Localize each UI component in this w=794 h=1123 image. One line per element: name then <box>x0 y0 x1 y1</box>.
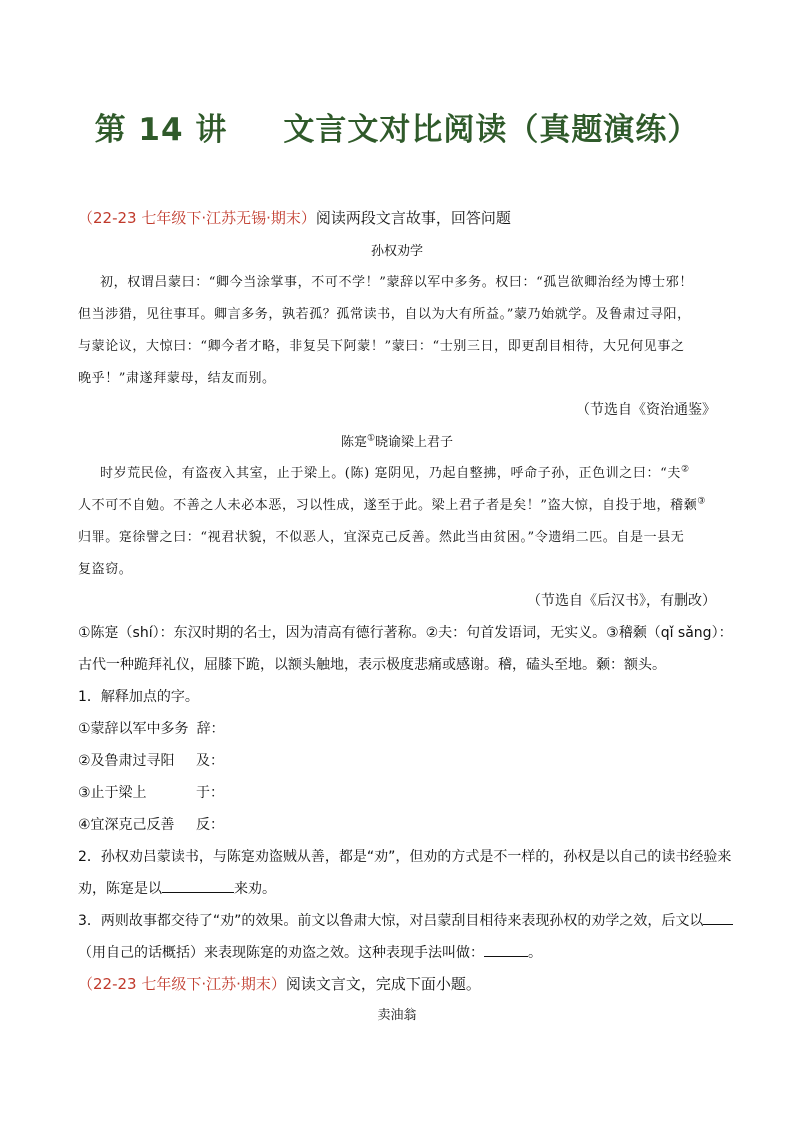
page-title <box>0 104 794 149</box>
text2-title <box>0 431 794 450</box>
question-3-text: （用自己的话概括）来表现陈寔的劝盗之效。这种表现手法叫做： <box>78 945 484 961</box>
question-2-text-end: 来劝。 <box>234 881 276 897</box>
section2-header <box>78 973 481 994</box>
section1-instruction: 阅读两段文言故事，回答问题 <box>315 209 511 227</box>
text2-title-rest: 晓谕梁上君子 <box>375 435 454 450</box>
text1-line: 初，权谓吕蒙曰：“卿今当涂掌事，不可不学！”蒙辞以军中多务。权曰：“孤岂欲卿治经为博士邪！ <box>100 275 693 290</box>
question-1-item <box>78 814 224 834</box>
text1-title: 孙权劝学 <box>370 244 423 259</box>
question-3-line <box>78 942 542 962</box>
question-1-phrase: ①蒙辞以军中多务 <box>78 721 189 737</box>
footnote-marker: ② <box>680 464 690 475</box>
text1-line: 晚乎！”肃遂拜蒙母，结友而别。 <box>78 371 276 386</box>
text2-line-text: 时岁荒民俭，有盗夜入其室，止于梁上。(陈) 寔阴见，乃起自整拂，呼命子孙，正色训之曰：“夫 <box>100 466 681 481</box>
question-3-line <box>78 910 733 930</box>
text2-line-text: 人不可不自勉。不善之人未必本恶，习以性成，遂至于此。梁上君子者是矣！”盗大惊，自投于地，稽颡 <box>78 498 698 513</box>
title-topic: 文言文对比阅读（真题演练） <box>283 112 700 148</box>
notes-line: 古代一种跪拜礼仪，屈膝下跪，以额头触地，表示极度悲痛或感谢。稽，磕头至地。颡：额头。 <box>78 657 666 673</box>
question-3-text-end: 。 <box>528 945 542 961</box>
answer-blank[interactable] <box>484 942 528 957</box>
title-lecture-number: 第 14 讲 <box>94 112 228 148</box>
question-1-word: 反： <box>196 817 224 833</box>
question-1-phrase: ②及鲁肃过寻阳 <box>78 753 175 769</box>
footnote-marker: ① <box>366 433 376 444</box>
section2-instruction: 阅读文言文，完成下面小题。 <box>285 975 481 993</box>
footnote-marker: ③ <box>697 496 706 507</box>
text3-title: 卖油翁 <box>377 1008 417 1023</box>
question-1-title: 1．解释加点的字。 <box>78 689 199 705</box>
question-2-line: 2．孙权劝吕蒙读书，与陈寔劝盗贼从善，都是“劝”，但劝的方式是不一样的，孙权是以自己的读书经验来 <box>78 849 732 865</box>
section2-source-tag: （22-23 七年级下·江苏·期末） <box>78 975 286 993</box>
question-1-item <box>78 718 225 738</box>
section1-header <box>78 207 511 228</box>
text1-line: 但当涉猎，见往事耳。卿言多务，孰若孤？孤常读书，自以为大有所益。”蒙乃始就学。及鲁肃过寻阳， <box>78 307 691 322</box>
question-1-word: 于： <box>196 785 224 801</box>
answer-blank[interactable] <box>703 910 733 925</box>
text1-source: （节选自《资治通鉴》 <box>576 402 716 418</box>
question-1-item <box>78 782 224 802</box>
text2-line <box>100 462 690 481</box>
question-2-line <box>78 878 276 898</box>
answer-blank[interactable] <box>162 878 234 893</box>
text2-line: 归罪。寔徐譬之曰：“视君状貌，不似恶人，宜深克己反善。然此当由贫困。”令遗绢二匹。自是一县无 <box>78 530 685 545</box>
question-1-phrase: ③止于梁上 <box>78 785 147 801</box>
question-2-text: 劝，陈寔是以 <box>78 881 162 897</box>
text2-title-name: 陈寔 <box>340 435 367 450</box>
notes-line: ①陈寔（shí）：东汉时期的名士，因为清高有德行著称。②夫：句首发语词，无实义。③稽颡（qǐ sǎng）： <box>78 625 733 641</box>
section1-source-tag: （22-23 七年级下·江苏无锡·期末） <box>78 209 316 227</box>
question-1-item <box>78 750 224 770</box>
question-1-phrase: ④宜深克己反善 <box>78 817 175 833</box>
question-1-word: 辞： <box>196 721 225 737</box>
text1-line: 与蒙论议，大惊曰：“卿今者才略，非复吴下阿蒙！”蒙曰：“士别三日，即更刮目相待，大兄何见事之 <box>78 339 685 354</box>
question-3-text: 3．两则故事都交待了“劝”的效果。前文以鲁肃大惊，对吕蒙刮目相待来表现孙权的劝学之效，后文以 <box>78 913 704 929</box>
question-1-word: 及： <box>196 753 224 769</box>
text2-source: （节选自《后汉书》，有删改） <box>527 593 716 609</box>
text2-line: 复盗窃。 <box>78 562 133 577</box>
text2-line <box>78 494 706 513</box>
